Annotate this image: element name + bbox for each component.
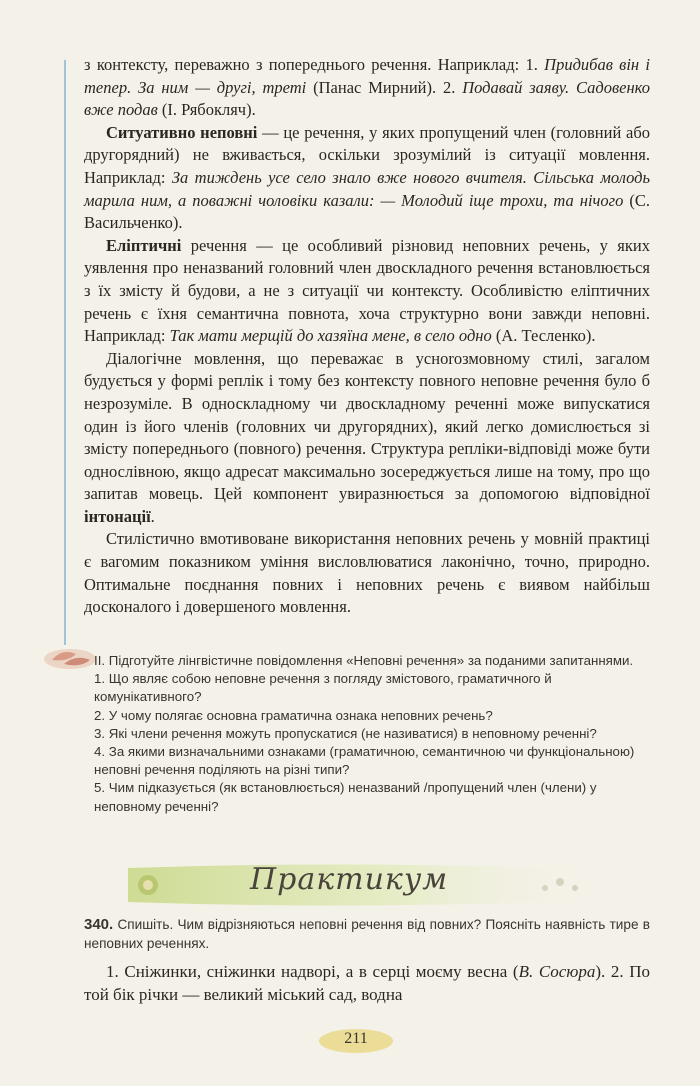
task-block	[94, 652, 650, 816]
flower-icon	[138, 875, 158, 895]
main-text	[84, 54, 650, 619]
task-question: 2. У чому полягає основна граматична ознака неповних речень?	[94, 707, 493, 723]
leaf-icon	[42, 646, 98, 672]
task-question: 5. Чим підказується (як встановлюється) неназваний /пропущений член (члени) у неповному реченні?	[94, 780, 597, 814]
paragraph-elliptical: Еліптичні речення — це особливий різновид неповних речень, у яких уявлення про неназваний головний член двоскладного речення встановлюється з їх змісту й будови, а не з ситуації чи контексту. Особливістю еліптичних речень є їхня семантична повнота, хоча структурно вони завжди неповні. Наприклад: Так мати мерщій до хазяїна мене, в село одно (А. Тесленко).	[84, 235, 650, 346]
task-intro: ІІ. Підготуйте лінгвістичне повідомлення «Неповні речення» за поданими запитаннями.	[94, 653, 634, 668]
banner-title: Практикум	[250, 862, 449, 897]
margin-bar	[64, 60, 66, 645]
exercise-instruction: 340. Спишіть. Чим відрізняються неповні речення від повних? Поясніть наявність тире в неповних реченнях.	[84, 916, 650, 951]
page-number: 211	[344, 1030, 368, 1047]
exercise-text: 1. Сніжинки, сніжинки надворі, а в серці моєму весна (В. Сосюра). 2. По той бік річки — великий міський сад, водна	[84, 962, 650, 1004]
task-question: 4. За якими визначальними ознаками (граматичною, семантичною чи функціональною) неповні речення поділяють на різні типи?	[94, 744, 635, 778]
task-question: 3. Які члени речення можуть пропускатися (не називатися) в неповному реченні?	[94, 725, 597, 741]
paragraph-context: з контексту, переважно з попереднього речення. Наприклад: 1. Придибав він і тепер. За ним — другі, треті (Панас Мирний). 2. Подавай заяву. Садовенко вже подав (І. Рябокляч).	[84, 55, 650, 120]
exercise-number: 340.	[84, 916, 114, 933]
paragraph-dialogic: Діалогічне мовлення, що переважає в усноrозмовному стилі, загалом будується у формі реплік і тому без контексту повного неповне речення було б незрозуміле. В односкладному чи двоскладному реченні може випускатися один із його членів (головних чи другорядних), який легко домислюється зі змісту попереднього (повного) речення. Структура репліки-відповіді може бути однослівною, якщо адресат максимально зосереджується лише на тому, про що запитав мовець. Цей компонент увиразнюється за допомогою відповідної інтонації.	[84, 348, 650, 526]
paragraph-situational: Ситуативно неповні — це речення, у яких пропущений член (головний або другорядний) не вживається, оскільки зрозумілий із ситуації мовлення. Наприклад: За тиждень усе село знало вже нового вчителя. Сільська молодь марила ним, а поважні чоловіки казали: — Молодий іще трохи, та нічого (С. Васильченко).	[84, 122, 651, 233]
paragraph-stylistic: Стилістично вмотивоване використання неповних речень у мовній практиці є вагомим показником уміння висловлюватися лаконічно, точно, природно. Оптимальне поєднання повних і неповних речень є виявом найбільш досконалого і довершеного мовлення.	[84, 529, 650, 617]
task-question: 1. Що являє собою неповне речення з погляду змістового, граматичного й комунікативного?	[94, 671, 552, 705]
